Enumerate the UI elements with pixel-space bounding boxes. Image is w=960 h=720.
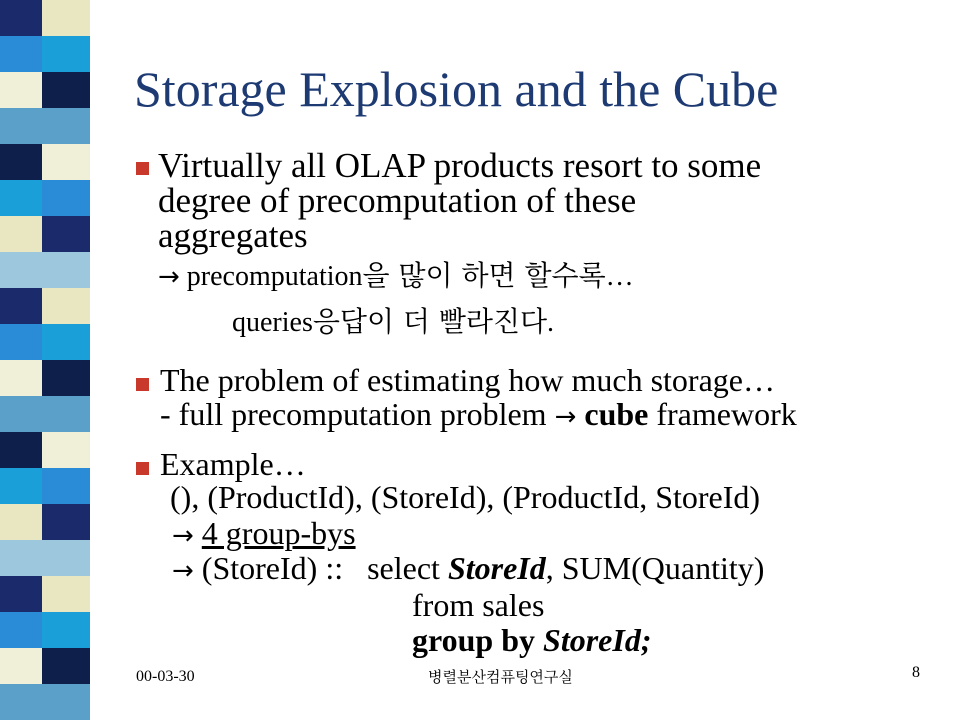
- footer-date: 00-03-30: [136, 668, 195, 685]
- sql-prefix: (StoreId) :: select: [201, 550, 440, 586]
- bullet1-subline1: [158, 259, 634, 292]
- bullet3-sql-line1: [172, 552, 764, 584]
- arrow-icon: →: [172, 521, 194, 551]
- subline2-english: queries: [232, 307, 313, 338]
- bullet3-line1: Example…: [160, 446, 306, 482]
- sql-storeid: StoreId: [447, 550, 546, 586]
- slide-title: Storage Explosion and the Cube: [134, 61, 779, 117]
- footer-lab-name: 병렬분산컴퓨팅연구실: [428, 668, 573, 686]
- bullet3-sql-from: from sales: [412, 587, 545, 623]
- subline1-korean: 을 많이 하면 할수록: [362, 259, 606, 292]
- bullet-marker: [136, 462, 149, 475]
- subline1-english: precomputation: [186, 261, 363, 292]
- sql-sum: , SUM(Quantity): [545, 550, 765, 586]
- bullet2-line2-text: - full precomputation problem: [160, 396, 547, 432]
- cube-keyword: cube: [584, 396, 649, 432]
- bullet1-line1: Virtually all OLAP products resort to some: [158, 146, 762, 185]
- bullet3-sql-groupby: [412, 624, 651, 656]
- sql-groupby-storeid: StoreId;: [543, 622, 652, 658]
- bullet2-line1: The problem of estimating how much storage…: [160, 362, 775, 398]
- arrow-icon: →: [554, 402, 577, 432]
- bullet1-line3: aggregates: [158, 216, 308, 255]
- bullet1-subline2: [232, 305, 555, 338]
- subline2-period: .: [547, 307, 555, 338]
- bullet3-groupby-count: [172, 517, 356, 549]
- sql-groupby-keyword: group by: [412, 622, 536, 658]
- bullet-marker: [136, 162, 149, 175]
- footer-page-number: 8: [912, 664, 920, 681]
- arrow-icon: →: [158, 262, 180, 292]
- arrow-icon: →: [172, 556, 194, 586]
- bullet3-groupings: (), (ProductId), (StoreId), (ProductId, StoreId): [170, 479, 761, 515]
- subline2-korean: 응답이 더 빨라진다: [312, 305, 548, 338]
- bullet2-line2-end: framework: [656, 396, 797, 432]
- subline1-ellipsis: …: [605, 261, 634, 292]
- bullet2-line2: [160, 398, 797, 430]
- decorative-side-strip: [0, 0, 90, 720]
- bullet-marker: [136, 378, 149, 391]
- group-by-count: 4 group-bys: [201, 515, 356, 551]
- bullet1-line2: degree of precomputation of these: [158, 181, 637, 220]
